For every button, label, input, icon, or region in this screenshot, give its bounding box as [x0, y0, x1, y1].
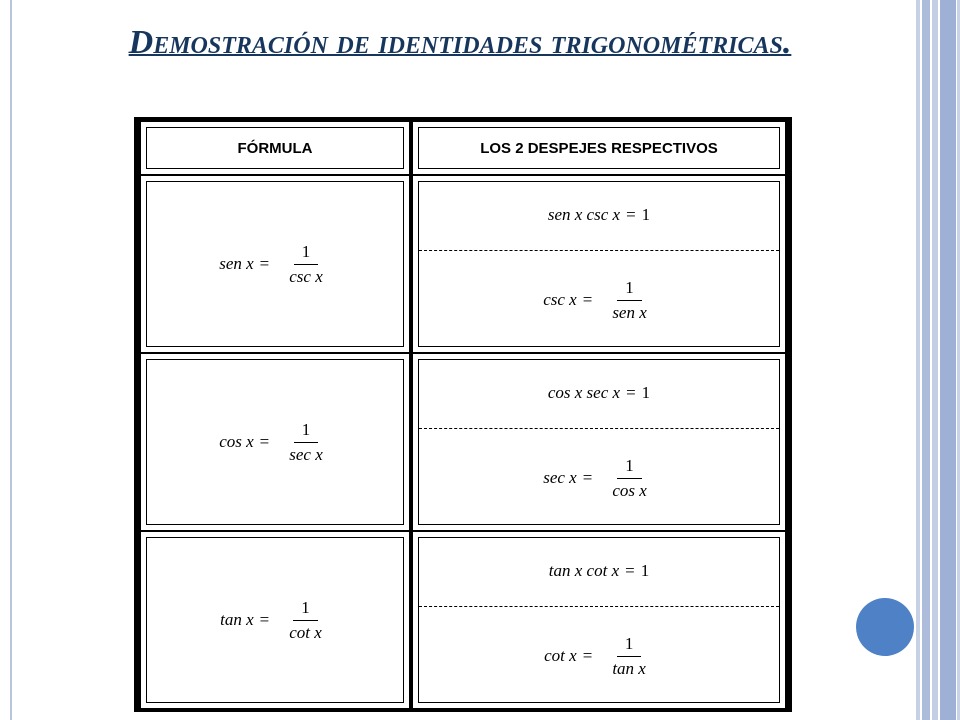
- decor-bar: [922, 0, 930, 720]
- fraction: [281, 420, 331, 465]
- formula-equation: [147, 360, 403, 524]
- formula-lhs: sen x: [219, 254, 254, 273]
- header-formula-label: FÓRMULA: [237, 139, 313, 157]
- despeje-reciprocal: [419, 610, 779, 702]
- despeje-product-lhs: sen x csc x: [547, 205, 621, 224]
- despeje-reciprocal-lhs: csc x: [543, 290, 577, 309]
- numerator: 1: [617, 634, 642, 657]
- dashed-separator: [419, 250, 779, 251]
- formula-lhs: cos x: [219, 432, 254, 451]
- equals-sign: =: [259, 610, 270, 629]
- despeje-product: [419, 538, 779, 604]
- despeje-reciprocal-lhs: cot x: [544, 646, 577, 665]
- despeje-reciprocal: [419, 432, 779, 524]
- formula-cell: [142, 355, 408, 529]
- left-divider: [10, 0, 12, 720]
- denominator: csc x: [289, 266, 323, 286]
- slide-title: Demostración de identidades trigonométricas.: [128, 24, 792, 61]
- header-despejes-label: LOS 2 DESPEJES RESPECTIVOS: [480, 139, 718, 157]
- numerator: 1: [294, 242, 319, 265]
- despeje-product-rhs: 1: [641, 383, 651, 402]
- equals-sign: =: [582, 468, 593, 487]
- equals-sign: =: [626, 205, 636, 224]
- despeje-product-rhs: 1: [640, 561, 650, 580]
- equals-sign: =: [582, 646, 593, 665]
- despeje-product: [419, 360, 779, 426]
- numerator: 1: [617, 456, 642, 479]
- despeje-product-rhs: 1: [641, 205, 651, 224]
- equals-sign: =: [625, 561, 635, 580]
- fraction: [604, 634, 654, 679]
- despeje-product: [419, 182, 779, 248]
- denominator: sen x: [612, 302, 647, 322]
- dashed-separator: [419, 606, 779, 607]
- denominator: sec x: [289, 444, 323, 464]
- despeje-reciprocal: [419, 254, 779, 346]
- identities-table: [134, 117, 792, 712]
- accent-circle: [856, 598, 914, 656]
- numerator: 1: [293, 598, 318, 621]
- numerator: 1: [617, 278, 642, 301]
- despejes-cell: [414, 533, 784, 707]
- denominator: cot x: [289, 622, 322, 642]
- despejes-cell: [414, 177, 784, 351]
- header-despejes: [414, 123, 784, 173]
- denominator: tan x: [612, 658, 646, 678]
- decor-bar: [932, 0, 938, 720]
- fraction: [604, 456, 654, 501]
- equals-sign: =: [259, 254, 270, 273]
- despeje-reciprocal-lhs: sec x: [543, 468, 577, 487]
- equals-sign: =: [582, 290, 593, 309]
- fraction: [281, 598, 330, 643]
- despeje-product-lhs: cos x sec x: [547, 383, 621, 402]
- despejes-cell: [414, 355, 784, 529]
- formula-cell: [142, 177, 408, 351]
- equals-sign: =: [626, 383, 636, 402]
- despeje-product-lhs: tan x cot x: [548, 561, 620, 580]
- equals-sign: =: [259, 432, 270, 451]
- decor-bar: [916, 0, 920, 720]
- formula-lhs: tan x: [220, 610, 254, 629]
- denominator: cos x: [612, 480, 647, 500]
- header-formula: [142, 123, 408, 173]
- formula-cell: [142, 533, 408, 707]
- fraction: [281, 242, 331, 287]
- numerator: 1: [294, 420, 319, 443]
- dashed-separator: [419, 428, 779, 429]
- formula-equation: [147, 538, 403, 702]
- formula-equation: [147, 182, 403, 346]
- fraction: [604, 278, 654, 323]
- decor-bar: [940, 0, 956, 720]
